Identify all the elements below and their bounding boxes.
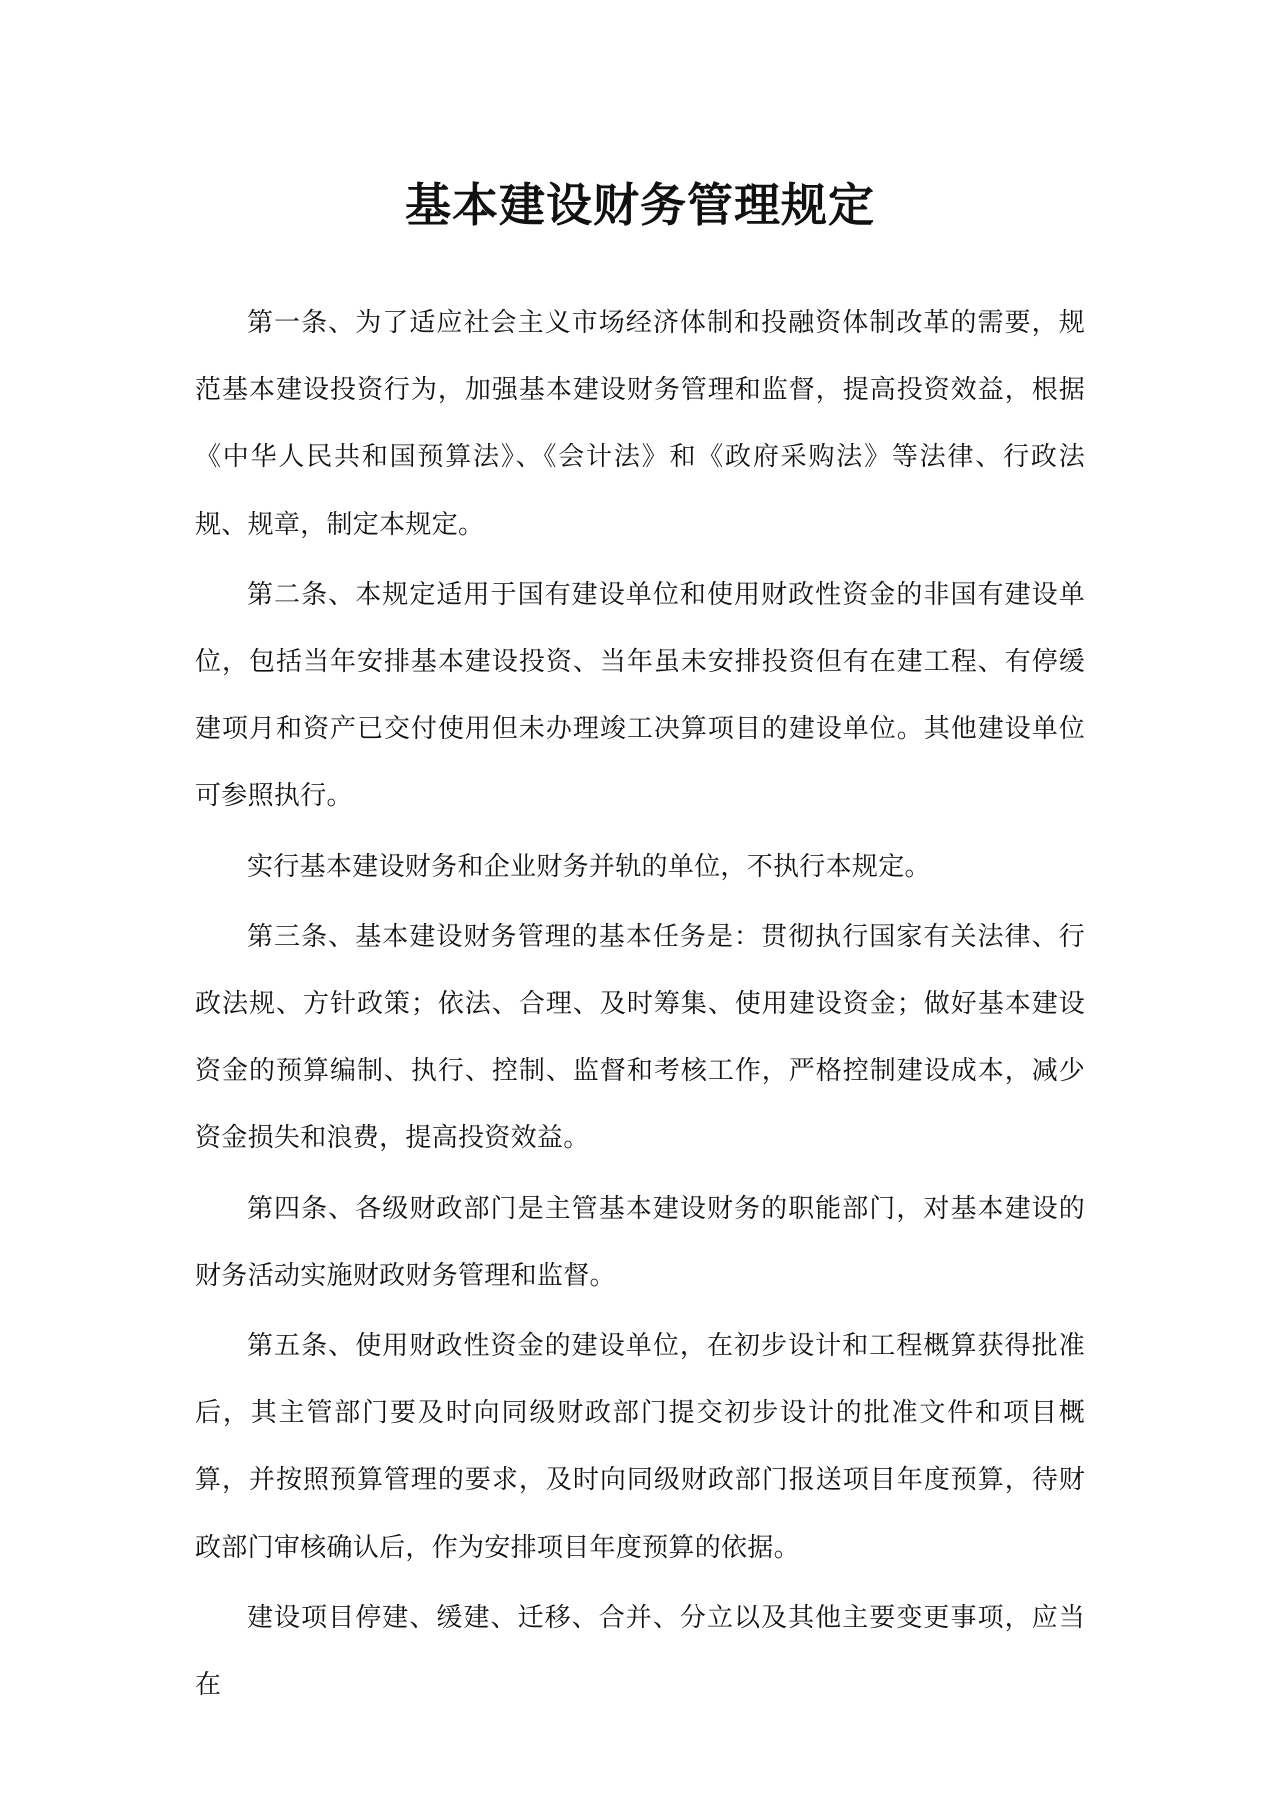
paragraph-article-4: 第四条、各级财政部门是主管基本建设财务的职能部门，对基本建设的财务活动实施财政财务管理和监督。 — [195, 1193, 1085, 1291]
paragraph-article-2-note: 实行基本建设财务和企业财务并轨的单位，不执行本规定。 — [247, 851, 931, 882]
paragraph-article-3: 第三条、基本建设财务管理的基本任务是：贯彻执行国家有关法律、行政法规、方针政策；依法、合理、及时筹集、使用建设资金；做好基本建设资金的预算编制、执行、控制、监督和考核工作，严格控制建设成本，减少资金损失和浪费，提高投资效益。 — [195, 921, 1085, 1154]
paragraph-article-5: 第五条、使用财政性资金的建设单位，在初步设计和工程概算获得批准后，其主管部门要及时向同级财政部门提交初步设计的批准文件和项目概算，并按照预算管理的要求，及时向同级财政部门报送项目年度预算，待财政部门审核确认后，作为安排项目年度预算的依据。 — [195, 1331, 1085, 1563]
paragraph-article-2: 第二条、本规定适用于国有建设单位和使用财政性资金的非国有建设单位，包括当年安排基本建设投资、当年虽未安排投资但有在建工程、有停缓建项月和资产已交付使用但未办理竣工决算项目的建设单位。其他建设单位可参照执行。 — [195, 579, 1085, 812]
document-title: 基本建设财务管理规定 — [405, 178, 875, 232]
document-body — [195, 290, 1085, 1722]
paragraph-article-5-continued: 建设项目停建、缓建、迁移、合并、分立以及其他主要变更事项，应当在 — [195, 1602, 1085, 1701]
paragraph-article-1: 第一条、为了适应社会主义市场经济体制和投融资体制改革的需要，规范基本建设投资行为，加强基本建设财务管理和监督，提高投资效益，根据《中华人民共和国预算法》、《会计法》和《政府采购法》等法律、行政法规、规章，制定本规定。 — [195, 308, 1085, 540]
